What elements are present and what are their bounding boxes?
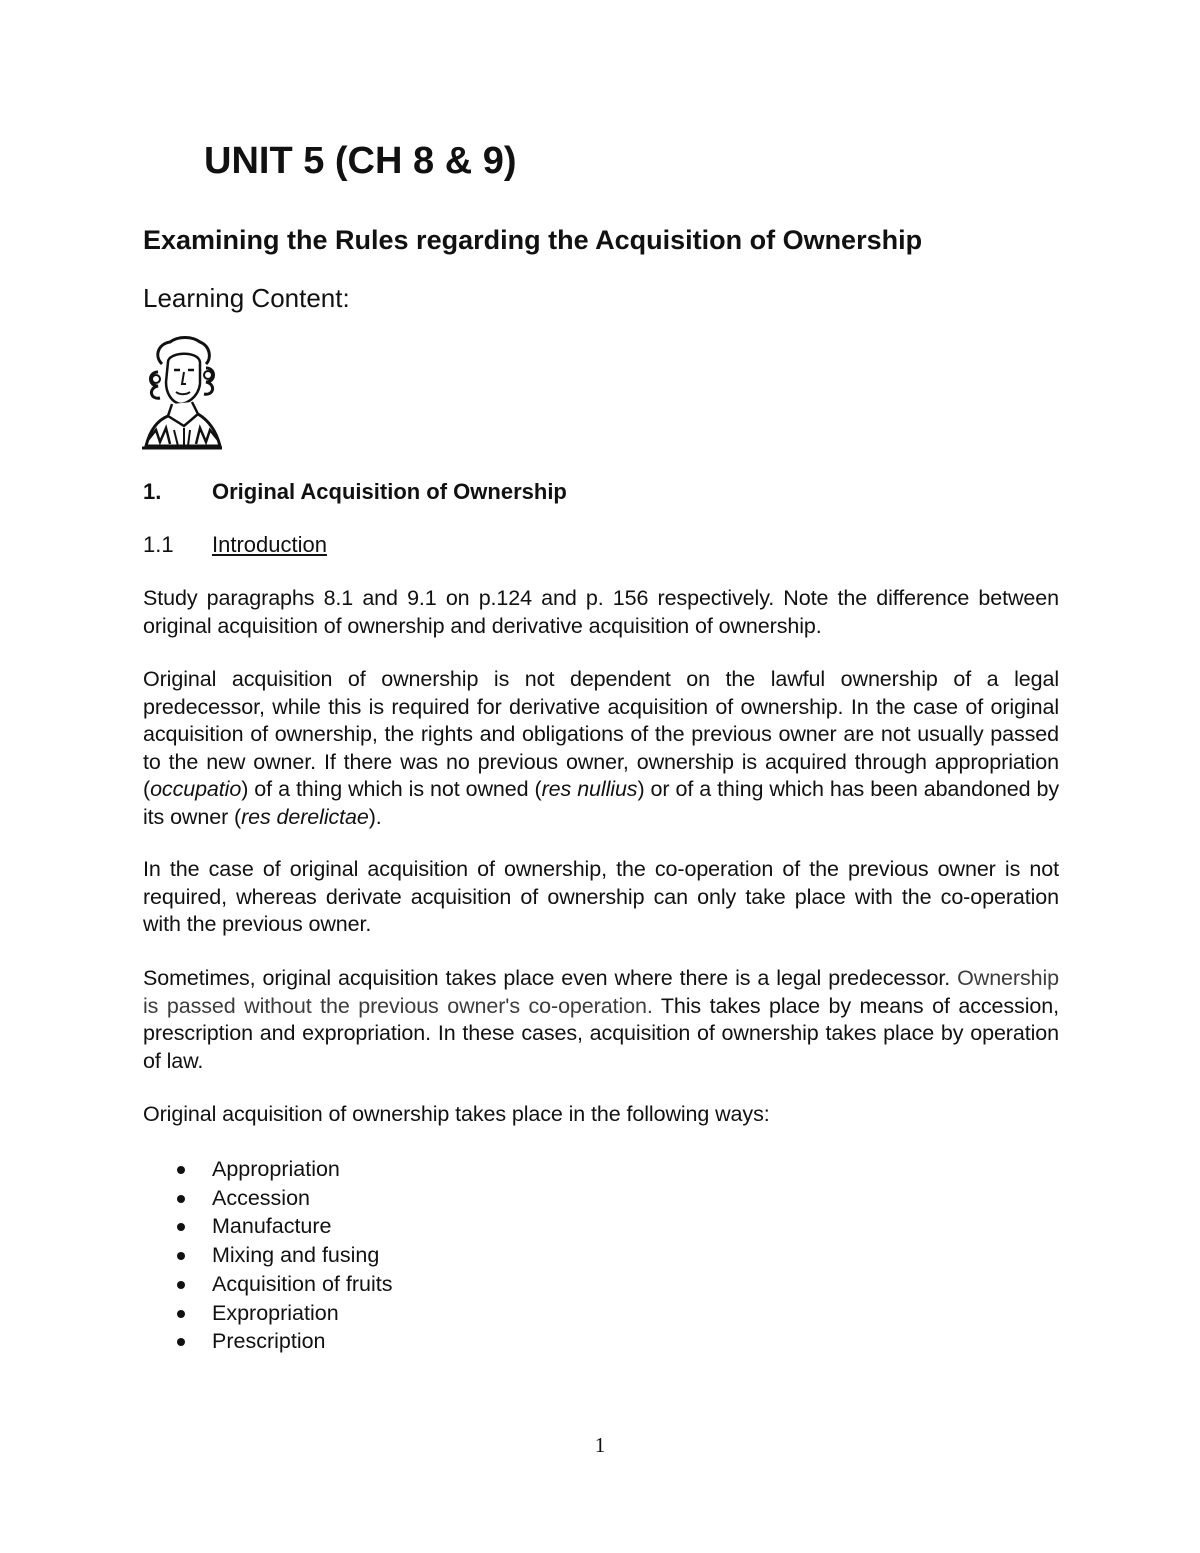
heading-number: 1. bbox=[143, 479, 162, 504]
bullet-icon bbox=[177, 1252, 185, 1260]
list-item bbox=[143, 1212, 392, 1241]
list-item bbox=[143, 1270, 392, 1299]
page-number: 1 bbox=[594, 1433, 606, 1457]
bullet-icon bbox=[177, 1166, 185, 1174]
paragraph-cooperation: In the case of original acquisition of ownership, the co-operation of the previous owner is not required, whereas derivate acquisition of ownership can only take place with the co-operation with the previous owner. bbox=[143, 857, 1059, 936]
paragraph-study: Study paragraphs 8.1 and 9.1 on p.124 and p. 156 respectively. Note the difference between original acquisition of ownership and derivative acquisition of ownership. bbox=[143, 586, 1059, 638]
paragraph-text: ) of a thing which is not owned ( bbox=[241, 777, 542, 801]
unit-title: UNIT 5 (CH 8 & 9) bbox=[204, 140, 517, 182]
paragraph-ways-intro: Original acquisition of ownership takes place in the following ways: bbox=[143, 1102, 770, 1126]
latin-term-res-nullius: res nullius bbox=[541, 777, 638, 801]
paragraph-text: Sometimes, original acquisition takes place even where there is a legal predecessor. bbox=[143, 966, 951, 990]
list-item bbox=[143, 1241, 392, 1270]
list-item bbox=[143, 1327, 392, 1356]
bullet-icon bbox=[177, 1223, 185, 1231]
list-item bbox=[143, 1155, 392, 1184]
bullet-icon bbox=[177, 1281, 185, 1289]
subheading-introduction bbox=[143, 529, 327, 561]
portrait-engraving-icon bbox=[140, 334, 224, 452]
paragraph-text: ). bbox=[368, 804, 382, 829]
heading-text: Original Acquisition of Ownership bbox=[212, 479, 567, 504]
bullet-icon bbox=[177, 1338, 185, 1346]
list-item-text: Expropriation bbox=[212, 1300, 339, 1325]
list-item bbox=[143, 1184, 392, 1213]
paragraph-text-grey: Ownership is passed without the previous owner's co-operation. bbox=[143, 966, 1060, 1018]
list-item-text: Appropriation bbox=[212, 1157, 340, 1181]
bullet-icon bbox=[177, 1195, 185, 1203]
list-item-text: Acquisition of fruits bbox=[212, 1271, 393, 1296]
paragraph-original-acquisition bbox=[143, 666, 1059, 831]
acquisition-ways-list bbox=[143, 1155, 392, 1356]
paragraph-text: Original acquisition of ownership is not dependent on the lawful ownership of a legal predecessor, while this is required for derivative acquisition of ownership. In the case of original acquisition of ownership, the rights and obligations of the previous owner are not usually passed to the new owner. If there was no previous owner, ownership is acquired through appropriation ( bbox=[143, 667, 1059, 801]
heading-original-acquisition bbox=[143, 476, 567, 508]
list-item-text: Mixing and fusing bbox=[212, 1243, 380, 1268]
list-item bbox=[143, 1299, 392, 1328]
subheading-text: Introduction bbox=[212, 532, 327, 557]
paragraph-text: This takes place by means of accession, prescription and expropriation. In these cases, acquisition of ownership takes place by operation of law. bbox=[143, 993, 1059, 1073]
latin-term-occupatio: occupatio bbox=[150, 777, 242, 801]
paragraph-text: ) or of a thing which has been abandoned by its owner ( bbox=[143, 777, 1059, 829]
list-item-text: Prescription bbox=[212, 1329, 326, 1354]
learning-content-label: Learning Content: bbox=[143, 283, 350, 313]
list-item-text: Accession bbox=[212, 1185, 310, 1210]
subheading-number: 1.1 bbox=[143, 532, 174, 557]
paragraph-legal-predecessor bbox=[143, 965, 1059, 1075]
list-item-text: Manufacture bbox=[212, 1214, 332, 1239]
latin-term-res-derelictae: res derelictae bbox=[241, 804, 369, 829]
section-heading: Examining the Rules regarding the Acquisition of Ownership bbox=[143, 225, 923, 255]
bullet-icon bbox=[177, 1310, 185, 1318]
